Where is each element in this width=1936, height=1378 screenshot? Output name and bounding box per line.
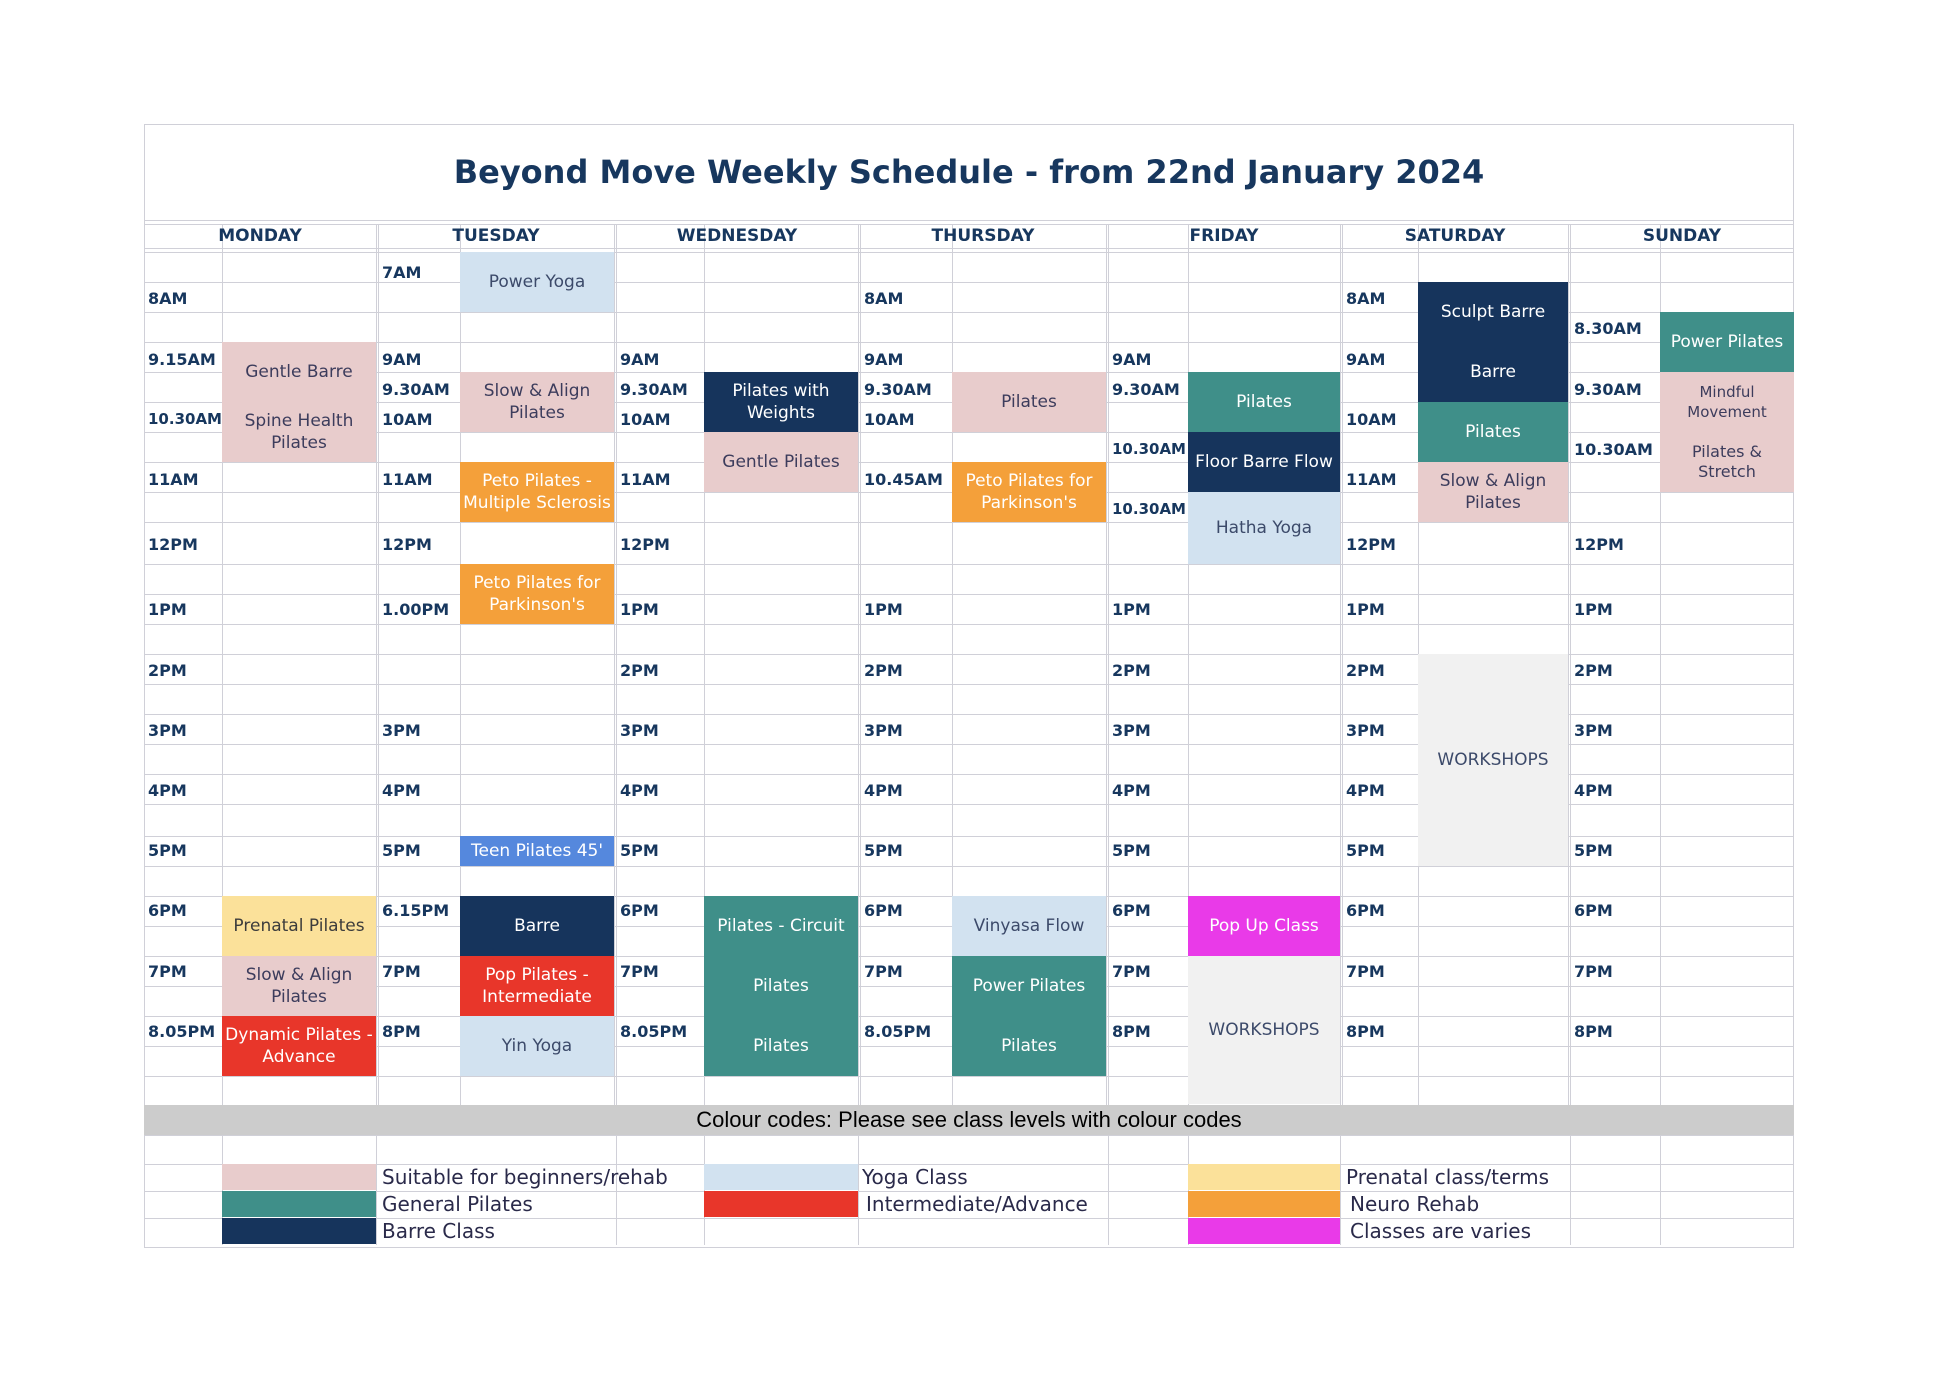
time-label: 2PM bbox=[1346, 660, 1385, 680]
time-label: 7PM bbox=[1346, 961, 1385, 981]
class-block[interactable]: Pilates bbox=[1418, 402, 1568, 462]
time-label: 6.15PM bbox=[382, 900, 450, 920]
grid-col-line bbox=[1660, 1135, 1661, 1245]
time-label: 6PM bbox=[1574, 900, 1613, 920]
time-label: 10AM bbox=[382, 409, 433, 429]
class-block[interactable]: Peto Pilates for Parkinson's bbox=[952, 462, 1106, 522]
time-label: 12PM bbox=[382, 534, 432, 554]
time-label: 4PM bbox=[1112, 780, 1151, 800]
time-label: 3PM bbox=[1112, 720, 1151, 740]
class-block[interactable]: Yin Yoga bbox=[460, 1016, 614, 1076]
time-label: 5PM bbox=[1574, 840, 1613, 860]
page-title: Beyond Move Weekly Schedule - from 22nd January 2024 bbox=[453, 153, 1485, 191]
class-block[interactable]: Hatha Yoga bbox=[1188, 492, 1340, 564]
grid-row-line bbox=[144, 624, 1794, 625]
time-label: 4PM bbox=[864, 780, 903, 800]
class-block[interactable]: Pilates bbox=[1188, 372, 1340, 432]
legend-label: General Pilates bbox=[382, 1192, 533, 1216]
time-label: 10AM bbox=[864, 409, 915, 429]
grid-col-line bbox=[614, 224, 615, 1105]
time-label: 2PM bbox=[1112, 660, 1151, 680]
time-label: 10.45AM bbox=[864, 469, 943, 489]
grid-col-line bbox=[1570, 1135, 1571, 1245]
grid-row-line bbox=[144, 1076, 1794, 1077]
day-saturday: SATURDAY bbox=[1404, 226, 1506, 246]
time-label: 10AM bbox=[620, 409, 671, 429]
day-tuesday: TUESDAY bbox=[452, 226, 540, 246]
time-label: 4PM bbox=[1346, 780, 1385, 800]
time-label: 5PM bbox=[864, 840, 903, 860]
time-label: 6PM bbox=[864, 900, 903, 920]
grid-row-line bbox=[144, 866, 1794, 867]
time-label: 12PM bbox=[1346, 534, 1396, 554]
time-label: 3PM bbox=[382, 720, 421, 740]
time-label: 8AM bbox=[864, 288, 904, 308]
class-block[interactable]: Mindful Movement bbox=[1660, 372, 1794, 432]
time-label: 2PM bbox=[148, 660, 187, 680]
time-label: 1PM bbox=[148, 599, 187, 619]
legend-swatch-prenatal bbox=[1188, 1164, 1340, 1190]
time-label: 4PM bbox=[620, 780, 659, 800]
legend-swatch-varies bbox=[1188, 1218, 1340, 1244]
time-label: 8PM bbox=[382, 1021, 421, 1041]
time-label: 9AM bbox=[382, 349, 422, 369]
time-label: 8PM bbox=[1346, 1021, 1385, 1041]
time-label: 8.05PM bbox=[620, 1021, 688, 1041]
legend-label: Suitable for beginners/rehab bbox=[382, 1165, 668, 1189]
time-label: 10.30AM bbox=[148, 410, 222, 428]
time-label: 9.30AM bbox=[1112, 379, 1180, 399]
time-label: 11AM bbox=[382, 469, 433, 489]
class-block[interactable]: Pilates bbox=[952, 1016, 1106, 1076]
grid-col-line bbox=[1568, 224, 1569, 1105]
legend-label: Classes are varies bbox=[1350, 1219, 1531, 1243]
grid-row-line bbox=[144, 248, 1794, 249]
class-block[interactable]: Pilates bbox=[952, 372, 1106, 432]
class-block[interactable]: Gentle Barre bbox=[222, 342, 376, 402]
time-label: 12PM bbox=[148, 534, 198, 554]
time-label: 8.05PM bbox=[148, 1021, 216, 1041]
time-label: 11AM bbox=[620, 469, 671, 489]
time-label: 2PM bbox=[620, 660, 659, 680]
day-thursday: THURSDAY bbox=[931, 226, 1035, 246]
class-block[interactable]: WORKSHOPS bbox=[1188, 956, 1340, 1104]
time-label: 6PM bbox=[1346, 900, 1385, 920]
time-label: 9.30AM bbox=[382, 379, 450, 399]
class-block[interactable]: Spine Health Pilates bbox=[222, 402, 376, 462]
legend-label: Yoga Class bbox=[862, 1165, 968, 1189]
time-label: 3PM bbox=[864, 720, 903, 740]
grid-col-line bbox=[1340, 224, 1341, 1105]
time-label: 9.30AM bbox=[620, 379, 688, 399]
legend-swatch-neuro bbox=[1188, 1191, 1340, 1217]
time-label: 9AM bbox=[1346, 349, 1386, 369]
time-label: 3PM bbox=[1346, 720, 1385, 740]
legend-swatch-intermediate bbox=[704, 1191, 858, 1217]
time-label: 1PM bbox=[620, 599, 659, 619]
time-label: 11AM bbox=[148, 469, 199, 489]
time-label: 6PM bbox=[620, 900, 659, 920]
schedule-sheet bbox=[144, 124, 1794, 1248]
time-label: 9AM bbox=[620, 349, 660, 369]
class-block[interactable]: Sculpt Barre bbox=[1418, 282, 1568, 342]
time-label: 4PM bbox=[382, 780, 421, 800]
class-block[interactable]: Slow & Align Pilates bbox=[222, 956, 376, 1016]
time-label: 1.00PM bbox=[382, 599, 450, 619]
time-label: 9AM bbox=[864, 349, 904, 369]
time-label: 1PM bbox=[1346, 599, 1385, 619]
grid-row-line bbox=[144, 1135, 1794, 1136]
time-label: 9.15AM bbox=[148, 349, 216, 369]
day-wednesday: WEDNESDAY bbox=[676, 226, 798, 246]
time-label: 5PM bbox=[1112, 840, 1151, 860]
grid-col-line bbox=[1106, 224, 1107, 1105]
time-label: 8.30AM bbox=[1574, 318, 1642, 338]
grid-col-line bbox=[704, 1135, 705, 1245]
time-label: 10.30AM bbox=[1112, 500, 1186, 518]
time-label: 5PM bbox=[620, 840, 659, 860]
time-label: 6PM bbox=[148, 900, 187, 920]
class-block[interactable]: Pilates with Weights bbox=[704, 372, 858, 432]
legend-label: Neuro Rehab bbox=[1350, 1192, 1480, 1216]
class-block[interactable]: Pilates & Stretch bbox=[1660, 432, 1794, 492]
time-label: 11AM bbox=[1346, 469, 1397, 489]
time-label: 9.30AM bbox=[1574, 379, 1642, 399]
time-label: 7AM bbox=[382, 262, 422, 282]
class-block[interactable]: Pilates - Circuit bbox=[704, 896, 858, 956]
class-block[interactable]: Pilates bbox=[704, 956, 858, 1016]
legend-swatch-yoga bbox=[704, 1164, 858, 1190]
class-block[interactable]: Dynamic Pilates - Advance bbox=[222, 1016, 376, 1076]
time-label: 10.30AM bbox=[1112, 440, 1186, 458]
time-label: 7PM bbox=[620, 961, 659, 981]
time-label: 9.30AM bbox=[864, 379, 932, 399]
time-label: 3PM bbox=[620, 720, 659, 740]
day-friday: FRIDAY bbox=[1189, 226, 1259, 246]
class-block[interactable]: Pop Up Class bbox=[1188, 896, 1340, 956]
legend-swatch-general bbox=[222, 1191, 376, 1217]
time-label: 10AM bbox=[1346, 409, 1397, 429]
time-label: 12PM bbox=[1574, 534, 1624, 554]
legend-label: Barre Class bbox=[382, 1219, 495, 1243]
time-label: 4PM bbox=[1574, 780, 1613, 800]
grid-col-line bbox=[1340, 1135, 1341, 1245]
time-label: 1PM bbox=[864, 599, 903, 619]
grid-row-line bbox=[144, 522, 1794, 523]
class-block[interactable]: Power Pilates bbox=[1660, 312, 1794, 372]
day-sunday: SUNDAY bbox=[1642, 226, 1722, 246]
time-label: 7PM bbox=[382, 961, 421, 981]
time-label: 1PM bbox=[1574, 599, 1613, 619]
class-block[interactable]: Barre bbox=[460, 896, 614, 956]
time-label: 5PM bbox=[148, 840, 187, 860]
class-block[interactable]: Vinyasa Flow bbox=[952, 896, 1106, 956]
time-label: 8PM bbox=[1574, 1021, 1613, 1041]
time-label: 6PM bbox=[1112, 900, 1151, 920]
time-label: 7PM bbox=[1112, 961, 1151, 981]
class-block[interactable]: Slow & Align Pilates bbox=[1418, 462, 1568, 522]
grid-row-line bbox=[144, 564, 1794, 565]
legend-label: Prenatal class/terms bbox=[1346, 1165, 1550, 1189]
time-label: 9AM bbox=[1112, 349, 1152, 369]
grid-col-line bbox=[616, 1135, 617, 1245]
time-label: 5PM bbox=[1346, 840, 1385, 860]
class-block[interactable]: Gentle Pilates bbox=[704, 432, 858, 492]
legend-swatch-beginners bbox=[222, 1164, 376, 1190]
time-label: 1PM bbox=[1112, 599, 1151, 619]
time-label: 8AM bbox=[148, 288, 188, 308]
grid-col-line bbox=[376, 1135, 377, 1245]
time-label: 2PM bbox=[1574, 660, 1613, 680]
time-label: 10.30AM bbox=[1574, 439, 1653, 459]
class-block[interactable]: Barre bbox=[1418, 342, 1568, 402]
time-label: 5PM bbox=[382, 840, 421, 860]
class-block[interactable]: WORKSHOPS bbox=[1418, 654, 1568, 866]
class-block[interactable]: Prenatal Pilates bbox=[222, 896, 376, 956]
time-label: 3PM bbox=[148, 720, 187, 740]
time-label: 2PM bbox=[864, 660, 903, 680]
class-block[interactable]: Floor Barre Flow bbox=[1188, 432, 1340, 492]
time-label: 8.05PM bbox=[864, 1021, 932, 1041]
time-label: 4PM bbox=[148, 780, 187, 800]
time-label: 8PM bbox=[1112, 1021, 1151, 1041]
grid-col-line bbox=[376, 224, 377, 1105]
class-block[interactable]: Peto Pilates for Parkinson's bbox=[460, 564, 614, 624]
grid-col-line bbox=[858, 224, 859, 1105]
class-block[interactable]: Power Pilates bbox=[952, 956, 1106, 1016]
class-block[interactable]: Peto Pilates - Multiple Sclerosis bbox=[460, 462, 614, 522]
class-block[interactable]: Pop Pilates -Intermediate bbox=[460, 956, 614, 1016]
grid-row-line bbox=[144, 252, 1794, 253]
class-block[interactable]: Pilates bbox=[704, 1016, 858, 1076]
class-block[interactable]: Teen Pilates 45' bbox=[460, 836, 614, 866]
time-label: 7PM bbox=[1574, 961, 1613, 981]
time-label: 12PM bbox=[620, 534, 670, 554]
colour-codes-banner: Colour codes: Please see class levels with colour codes bbox=[144, 1105, 1794, 1135]
time-label: 8AM bbox=[1346, 288, 1386, 308]
grid-row-line bbox=[144, 220, 1794, 221]
legend-swatch-barre bbox=[222, 1218, 376, 1244]
grid-col-line bbox=[1108, 1135, 1109, 1245]
class-block[interactable]: Power Yoga bbox=[460, 252, 614, 312]
time-label: 3PM bbox=[1574, 720, 1613, 740]
legend-label: Intermediate/Advance bbox=[866, 1192, 1088, 1216]
time-label: 7PM bbox=[148, 961, 187, 981]
time-label: 7PM bbox=[864, 961, 903, 981]
day-monday: MONDAY bbox=[218, 226, 302, 246]
class-block[interactable]: Slow & Align Pilates bbox=[460, 372, 614, 432]
grid-col-line bbox=[858, 1135, 859, 1245]
